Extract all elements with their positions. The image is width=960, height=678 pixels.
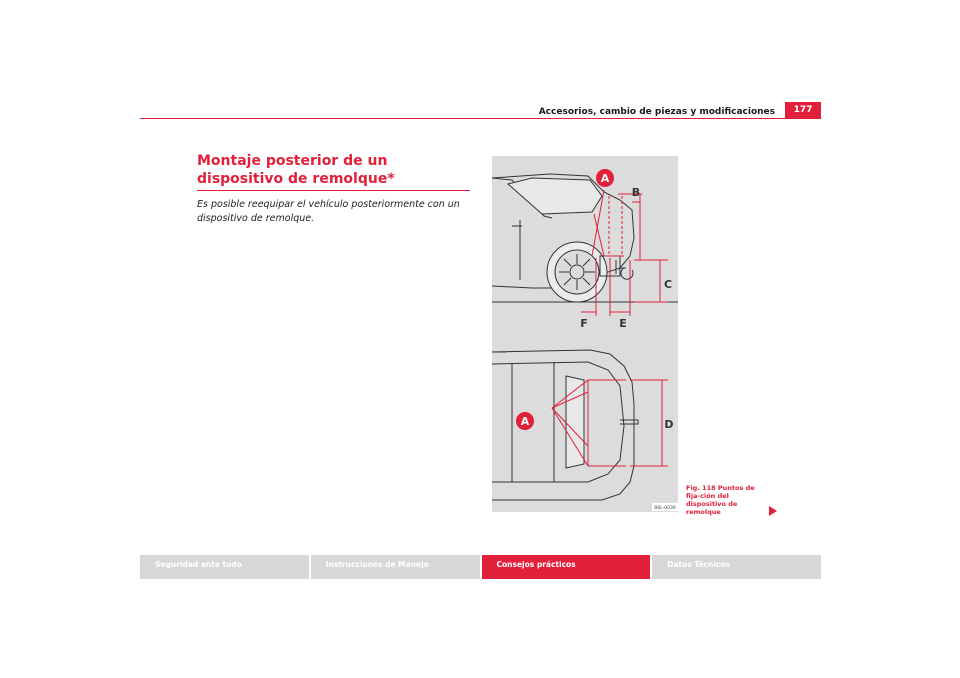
callout-a-top bbox=[596, 169, 614, 187]
label-a-top: A bbox=[600, 172, 610, 185]
footer-tab-seguridad[interactable]: Seguridad ante todo bbox=[140, 555, 309, 579]
header-title: Accesorios, cambio de piezas y modificaciones bbox=[538, 107, 775, 117]
label-b: B bbox=[631, 186, 641, 199]
top-view-car bbox=[492, 350, 638, 500]
section-heading: Montaje posterior de un dispositivo de remolque* bbox=[197, 153, 395, 187]
side-view-car bbox=[492, 174, 678, 302]
label-d: D bbox=[664, 418, 674, 431]
footer-nav bbox=[140, 555, 821, 579]
footer-tab-consejos[interactable]: Consejos prácticos bbox=[482, 555, 651, 579]
footer-tab-instrucciones[interactable]: Instrucciones de Manejo bbox=[311, 555, 480, 579]
towbar-figure bbox=[492, 156, 678, 512]
label-c: C bbox=[663, 278, 673, 291]
figure-caption: Fig. 118 Puntos de fija-ción del dispositivo de remolque bbox=[686, 484, 755, 516]
footer-tab-datos[interactable]: Datos Técnicos bbox=[652, 555, 821, 579]
continue-arrow-icon[interactable] bbox=[769, 506, 777, 516]
label-f: F bbox=[580, 317, 588, 330]
callout-a-bottom bbox=[516, 412, 534, 430]
label-e: E bbox=[619, 317, 627, 330]
intro-text: Es posible reequipar el vehículo posteriormente con un dispositivo de remolque. bbox=[197, 199, 460, 224]
header-rule bbox=[140, 118, 821, 119]
label-a-bottom: A bbox=[520, 415, 530, 428]
heading-rule bbox=[197, 190, 470, 191]
page-number: 177 bbox=[785, 102, 821, 119]
image-code: B6L-0039 bbox=[654, 506, 676, 511]
